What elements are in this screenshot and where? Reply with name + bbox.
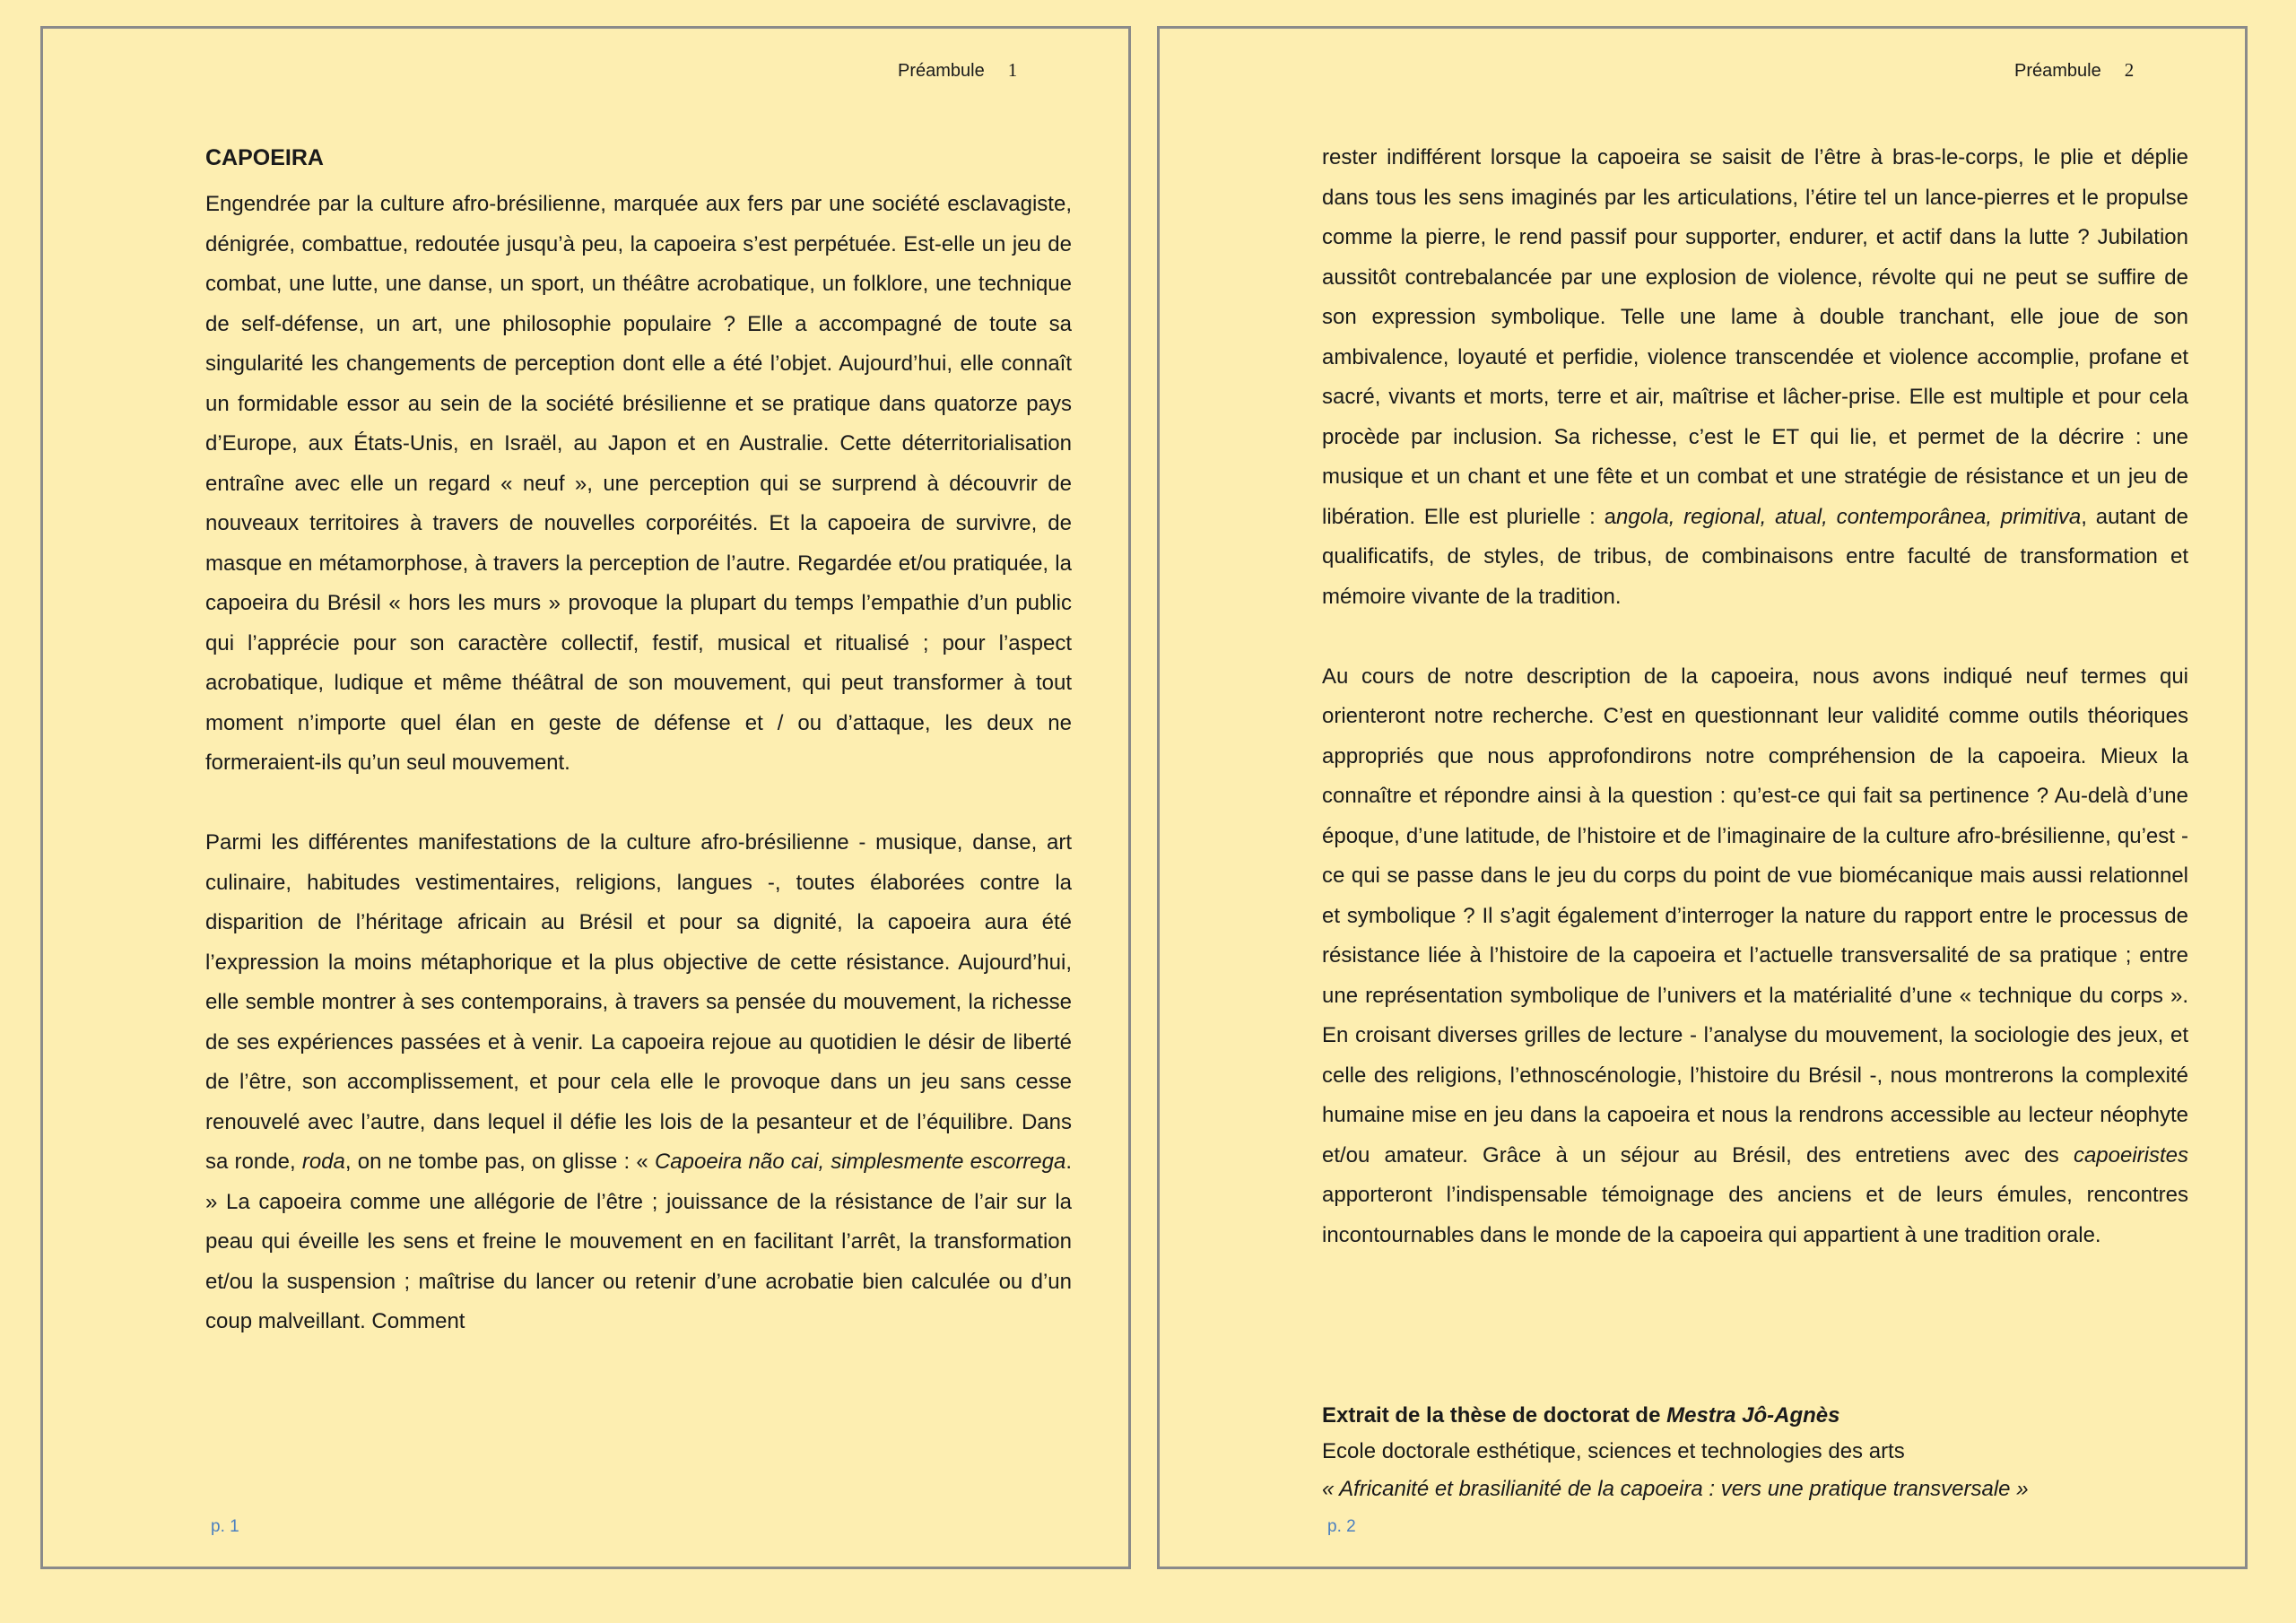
credit-line-author bbox=[1322, 1402, 2188, 1429]
document-page-2 bbox=[1157, 26, 2248, 1569]
text-run: . » La capoeira comme une allégorie de l’être ; jouissance de la résistance de l’air sur la peau qui éveille les sens et freine le mouvement en en facilitant l’arrêt, la transformation et/ou la suspension ; maîtrise du lancer ou retenir d’une acrobatie bien calculée ou d’un coup malveillant. Comment bbox=[205, 1150, 1073, 1333]
text-run: , autant de qualificatifs, de styles, de tribus, de combinaisons entre faculté de transformation et mémoire vivante de la tradition. bbox=[1322, 504, 2188, 609]
chapter-heading: CAPOEIRA bbox=[205, 145, 324, 170]
paragraph bbox=[1322, 138, 2188, 617]
italic-run: capoeiristes bbox=[2073, 1142, 2188, 1167]
footer-page-number: p. 1 bbox=[211, 1517, 239, 1536]
italic-run: Capoeira não cai, simplesmente escorrega bbox=[654, 1150, 1066, 1174]
text-run: , on ne tombe pas, on glisse : « bbox=[344, 1150, 655, 1174]
footer-page-number: p. 2 bbox=[1327, 1517, 1356, 1536]
credit-line-school: Ecole doctorale esthétique, sciences et technologies des arts bbox=[1322, 1439, 1905, 1463]
credit-line-title: « Africanité et brasilianité de la capoeira : vers une pratique transversale » bbox=[1322, 1477, 2029, 1501]
page-1-body bbox=[205, 138, 1072, 1342]
page-2-body bbox=[1322, 138, 2188, 1255]
credit-author: Mestra Jô-Agnès bbox=[1666, 1403, 1840, 1428]
thesis-credits bbox=[1322, 1402, 2188, 1512]
paragraph bbox=[1322, 657, 2188, 1256]
paragraph bbox=[205, 185, 1072, 784]
text-run: rester indifférent lorsque la capoeira se saisit de l’être à bras-le-corps, le plie et déplie dans tous les sens imaginés par les articulations, l’étire tel un lance-pierres et le propulse comme la pierre, le rend passif pour supporter, endurer, et actif dans la lutte ? Jubilation aussitôt contrebalancée par une explosion de violence, révolte qui ne peut se suffire de son expression symbolique. Telle une lame à double tranchant, elle joue de son ambivalence, loyauté et perfidie, violence transcendée et violence accomplie, profane et sacré, vivants et morts, terre et air, maîtrise et lâcher-prise. Elle est multiple et pour cela procède par inclusion. Sa richesse, c’est le ET qui lie, et permet de la décrire : une musique et un chant et une fête et un combat et une stratégie de résistance et un jeu de libération. Elle est plurielle : a bbox=[1322, 145, 2188, 529]
document-page-1 bbox=[40, 26, 1131, 1569]
text-run: Parmi les différentes manifestations de la culture afro-brésilienne - musique, danse, art culinaire, habitudes vestimentaires, religions, langues -, toutes élaborées contre la disparition de l’héritage africain au Brésil et pour sa dignité, la capoeira aura été l’expression la moins métaphorique et la plus objective de cette résistance. Aujourd’hui, elle semble montrer à ses contemporains, à travers sa pensée du mouvement, la richesse de ses expériences passées et à venir. La capoeira rejoue au quotidien le désir de liberté de l’être, son accomplissement, et pour cela elle le provoque dans un jeu sans cesse renouvelé avec l’autre, dans lequel il défie les lois de la pesanteur et de l’équilibre. Dans sa ronde, bbox=[205, 830, 1072, 1174]
header-title: Préambule bbox=[2014, 61, 2101, 81]
running-header bbox=[898, 59, 1017, 82]
text-run: apporteront l’indispensable témoignage des anciens et de leurs émules, rencontres incontournables dans le monde de la capoeira qui appartient à une tradition orale. bbox=[1322, 1183, 2188, 1247]
running-header bbox=[2014, 59, 2134, 82]
italic-run: roda bbox=[301, 1150, 345, 1174]
credit-prefix: Extrait de la thèse de doctorat de bbox=[1322, 1403, 1667, 1428]
header-page-number: 1 bbox=[1007, 59, 1018, 81]
text-run: Au cours de notre description de la capoeira, nous avons indiqué neuf termes qui orienteront notre recherche. C’est en questionnant leur validité comme outils théoriques appropriés que nous approfondirons notre compréhension de la capoeira. Mieux la connaître et répondre ainsi à la question : qu’est-ce qui fait sa pertinence ? Au-delà d’une époque, d’une latitude, de l’histoire et de l’imaginaire de la culture afro-brésilienne, qu’est - ce qui se passe dans le jeu du corps du point de vue biomécanique mais aussi relationnel et symbolique ? Il s’agit également d’interroger la nature du rapport entre le processus de résistance liée à l’histoire de la capoeira et l’actuelle transversalité de sa pratique ; entre une représentation symbolique de l’univers et la matérialité d’une « technique du corps ». En croisant diverses grilles de lecture - l’analyse du mouvement, la sociologie des jeux, et celle des religions, l’ethnoscénologie, l’histoire du Brésil -, nous montrerons la complexité humaine mise en jeu dans la capoeira et nous la rendrons accessible au lecteur néophyte et/ou amateur. Grâce à un séjour au Brésil, des entretiens avec des bbox=[1322, 664, 2188, 1167]
text-run: Engendrée par la culture afro-brésilienne, marquée aux fers par une société esclavagiste, dénigrée, combattue, redoutée jusqu’à peu, la capoeira s’est perpétuée. Est-elle un jeu de combat, une lutte, une danse, un sport, un théâtre acrobatique, un folklore, une technique de self-défense, un art, une philosophie populaire ? Elle a accompagné de toute sa singularité les changements de perception dont elle a été l’objet. Aujourd’hui, elle connaît un formidable essor au sein de la société brésilienne et se pratique dans quatorze pays d’Europe, aux États-Unis, en Israël, au Japon et en Australie. Cette déterritorialisation entraîne avec elle un regard « neuf », une perception qui se surprend à découvrir de nouveaux territoires à travers de nouvelles corporéités. Et la capoeira de survivre, de masque en métamorphose, à travers la perception de l’autre. Regardée et/ou pratiquée, la capoeira du Brésil « hors les murs » provoque la plupart du temps l’empathie d’un public qui l’apprécie pour son caractère collectif, festif, musical et ritualisé ; pour l’aspect acrobatique, ludique et même théâtral de son mouvement, qui peut transformer à tout moment n’importe quel élan en geste de défense et / ou d’attaque, les deux ne formeraient-ils qu’un seul mouvement. bbox=[205, 192, 1072, 775]
header-page-number: 2 bbox=[2124, 59, 2135, 81]
italic-run: ngola, regional, atual, contemporânea, primitiva bbox=[1615, 504, 2082, 529]
header-title: Préambule bbox=[898, 61, 985, 81]
paragraph bbox=[205, 823, 1072, 1342]
